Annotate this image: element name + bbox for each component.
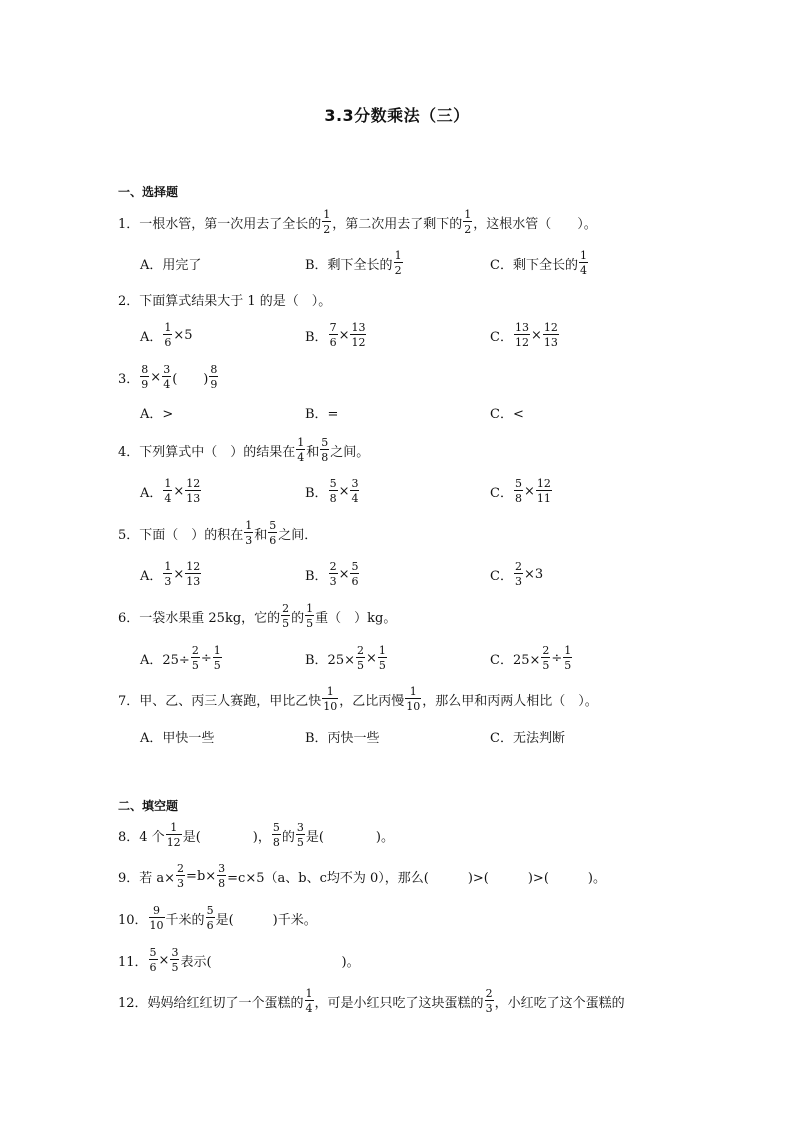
fraction [163,478,172,504]
fraction-denominator: 10 [323,700,338,713]
fraction [320,437,329,463]
fraction [206,905,215,931]
q7-option-b: B．丙快一些 [305,730,380,746]
fraction-denominator: 10 [149,919,164,932]
text-segment: C．25× [490,652,541,668]
fraction [296,822,305,848]
fraction-numerator: 2 [542,644,550,657]
q4-option-c [490,477,553,505]
fraction [514,478,523,504]
fraction-denominator: 4 [164,492,172,505]
fraction [217,863,226,889]
fraction-numerator: 3 [296,821,304,834]
text-segment: 5．下面（ ）的积在 [118,527,244,543]
fraction-denominator: 5 [378,659,386,672]
fraction [322,686,338,712]
fraction-denominator: 6 [269,534,277,547]
question-7 [118,685,598,713]
fraction [514,322,530,348]
text-segment: C． [490,329,513,345]
fraction [163,322,172,348]
fraction [209,364,218,390]
fraction-denominator: 2 [394,264,402,277]
text-segment: ÷ [551,650,563,666]
q6-option-c [490,644,573,672]
question-8 [118,821,394,849]
text-segment: × [530,327,542,343]
fraction [149,947,158,973]
text-segment: A． [140,329,163,345]
text-segment: ×3 [523,566,544,582]
q2-option-c [490,321,560,349]
q6-option-a [140,644,223,672]
fraction-denominator: 4 [163,378,171,391]
fraction-numerator: 5 [206,904,214,917]
fraction [350,561,359,587]
q3-blank: ( ) [172,371,209,387]
fraction-denominator: 5 [296,836,304,849]
fraction-numerator: 5 [351,560,359,573]
fraction-denominator: 3 [177,877,185,890]
text-segment: ，乙比丙慢 [339,693,405,709]
fraction-denominator: 12 [351,336,366,349]
text-segment: 的 [281,829,295,845]
fraction [579,250,588,276]
fraction-denominator: 6 [164,336,172,349]
fraction [329,322,338,348]
fraction-numerator: 1 [164,321,172,334]
question-12 [118,987,625,1015]
fraction-denominator: 13 [186,492,201,505]
text-segment: 是( )千米。 [215,912,317,928]
fraction-numerator: 1 [323,208,331,221]
fraction-numerator: 5 [514,477,522,490]
question-5 [118,519,317,547]
fraction-denominator: 4 [579,264,587,277]
fraction-denominator: 13 [543,336,558,349]
fraction-denominator: 5 [213,659,221,672]
question-1 [118,208,597,236]
fraction [176,863,185,889]
text-segment: 11． [118,954,148,970]
fraction-numerator: 3 [171,946,179,959]
text-segment: B． [305,329,328,345]
q1-text-1: 1．一根水管，第一次用去了全长的 [118,216,322,232]
fraction-numerator: 1 [326,685,334,698]
fraction-numerator: 1 [306,602,314,615]
fraction-denominator: 5 [357,659,364,672]
fraction-numerator: 1 [164,560,172,573]
q1-option-a: A．用完了 [140,257,202,273]
text-segment: 7．甲、乙、丙三人赛跑，甲比乙快 [118,693,322,709]
q1-option-c [490,249,589,277]
text-segment: 是( )。 [305,829,395,845]
fraction [485,988,494,1014]
fraction-numerator: 13 [351,321,366,334]
text-segment: 6．一袋水果重 25kg，它的 [118,610,281,626]
text-segment: 4．下列算式中（ ）的结果在 [118,444,296,460]
fraction-numerator: 1 [464,208,472,221]
text-segment: 8．4 个 [118,829,165,845]
text-segment: 9．若 a× [118,870,176,886]
fraction-denominator: 8 [218,877,226,890]
fraction-denominator: 12 [166,836,181,849]
fraction [149,905,165,931]
fraction [170,947,179,973]
text-segment: 的 [291,610,305,626]
fraction-numerator: 8 [141,363,149,376]
fraction-denominator: 13 [186,575,201,588]
fraction-denominator: 5 [564,659,572,672]
q5-option-b [305,560,360,588]
text-segment: B．25× [305,652,355,668]
fraction-denominator: 8 [514,492,522,505]
fraction-numerator: 5 [321,436,329,449]
fraction-numerator: 12 [536,477,551,490]
text-segment: C． [490,485,513,501]
text-segment: ÷ [200,650,212,666]
fraction-numerator: 7 [329,321,337,334]
text-segment: × [173,566,185,582]
fraction-denominator: 5 [306,617,314,630]
text-segment: C．剩下全长的 [490,257,578,273]
fraction-numerator: 1 [213,644,221,657]
q1-text-3: ，这根水管（ ）。 [473,216,597,232]
fraction-numerator: 1 [579,249,587,262]
fraction-denominator: 3 [329,575,337,588]
fraction-numerator: 2 [485,987,493,1000]
q3-option-a: A．> [140,406,174,422]
text-segment: × [338,327,350,343]
question-3 [118,363,219,391]
question-11 [118,946,360,974]
fraction [378,645,387,671]
fraction [185,478,201,504]
fraction-numerator: 1 [170,821,178,834]
fraction-denominator: 2 [464,223,472,236]
text-segment: ×5 [173,327,193,343]
fraction-denominator: 8 [272,836,280,849]
fraction [356,645,365,671]
text-segment: × [366,650,377,666]
text-segment: A． [140,485,163,501]
question-9 [118,862,606,890]
question-2: 2．下面算式结果大于 1 的是（ ）。 [118,293,332,309]
q5-option-a [140,560,202,588]
fraction-numerator: 5 [272,821,280,834]
fraction-numerator: 2 [329,560,337,573]
fraction-denominator: 3 [245,534,253,547]
fraction-denominator: 11 [536,492,551,505]
text-segment: 千米的 [165,912,205,928]
text-segment: =b× [186,868,217,884]
fraction-numerator: 1 [378,644,386,657]
text-segment: 表示( )。 [180,954,360,970]
fraction [166,822,182,848]
q7-option-a: A．甲快一些 [140,730,215,746]
fraction-numerator: 3 [163,363,171,376]
fraction-denominator: 9 [210,378,218,391]
fraction-denominator: 8 [321,451,329,464]
text-segment: × [173,483,185,499]
text-segment: 之间。 [330,444,370,460]
question-6 [118,602,396,630]
text-segment: C． [490,568,513,584]
page-title: 3.3分数乘法（三） [324,106,470,125]
fraction-denominator: 6 [149,961,157,974]
fraction [543,322,559,348]
fraction [140,364,149,390]
text-segment: B． [305,568,328,584]
fraction-numerator: 5 [329,477,337,490]
fraction-denominator: 6 [329,336,337,349]
fraction [268,520,277,546]
fraction-denominator: 3 [514,575,522,588]
q6-option-b [305,644,388,672]
fraction-denominator: 4 [351,492,359,505]
fraction [163,561,172,587]
fraction-numerator: 2 [282,602,290,615]
q1-fraction-1 [322,209,331,235]
fraction-numerator: 1 [564,644,572,657]
q1-fraction-2 [463,209,472,235]
fraction [350,478,359,504]
text-segment: A． [140,568,163,584]
q3-option-b: B．= [305,406,339,422]
fraction-numerator: 2 [357,644,364,657]
text-segment: ，那么甲和丙两人相比（ ）。 [422,693,598,709]
fraction-denominator: 8 [329,492,337,505]
fraction-denominator: 5 [171,961,179,974]
fraction-numerator: 1 [305,987,313,1000]
q7-option-c: C．无法判断 [490,730,565,746]
fraction [296,437,305,463]
text-segment: A．25÷ [140,652,190,668]
fraction [514,561,523,587]
fraction-numerator: 12 [186,477,201,490]
fraction-numerator: 1 [409,685,417,698]
text-segment: 是( )， [182,829,271,845]
text-segment: ，小红吃了这个蛋糕的 [494,995,625,1011]
section-heading-choice: 一、选择题 [118,185,179,199]
fraction-denominator: 4 [305,1002,313,1015]
fraction-denominator: 2 [323,223,331,236]
fraction [563,645,572,671]
fraction [305,988,314,1014]
fraction [405,686,421,712]
fraction [329,478,338,504]
fraction-denominator: 6 [206,919,214,932]
fraction [281,603,290,629]
question-10 [118,904,317,932]
fraction-numerator: 2 [191,644,199,657]
fraction-numerator: 1 [394,249,402,262]
fraction-numerator: 1 [245,519,253,532]
fraction-numerator: 13 [514,321,529,334]
fraction-numerator: 9 [153,904,161,917]
text-segment: 和 [306,444,320,460]
text-segment: B． [305,485,328,501]
fraction-denominator: 5 [542,659,550,672]
text-segment: =c×5（a、b、c均不为 0），那么( )>( )>( )。 [227,870,606,886]
fraction-denominator: 5 [282,617,290,630]
fraction-numerator: 2 [514,560,522,573]
fraction [162,364,171,390]
fraction [394,250,403,276]
text-segment: 10． [118,912,148,928]
question-4 [118,436,369,464]
fraction-numerator: 12 [186,560,201,573]
text-segment: B．剩下全长的 [305,257,393,273]
fraction [213,645,222,671]
fraction [541,645,550,671]
text-segment: × [338,566,350,582]
q4-option-b [305,477,360,505]
fraction-denominator: 4 [297,451,305,464]
fraction-denominator: 3 [164,575,172,588]
text-segment: ，可是小红只吃了这块蛋糕的 [314,995,484,1011]
fraction [536,478,552,504]
fraction [244,520,253,546]
fraction-numerator: 5 [149,946,157,959]
fraction-denominator: 10 [406,700,421,713]
fraction-numerator: 8 [210,363,218,376]
q1-text-2: ，第二次用去了剩下的 [332,216,463,232]
fraction-denominator: 9 [141,378,149,391]
text-segment: 3． [118,371,140,387]
text-segment: 和 [254,527,268,543]
q3-option-c: C．< [490,406,524,422]
q2-option-b [305,321,367,349]
q4-option-a [140,477,202,505]
fraction-numerator: 3 [218,862,226,875]
fraction-denominator: 12 [514,336,529,349]
text-segment: 之间． [278,527,318,543]
fraction [305,603,314,629]
q5-option-c [490,560,543,588]
fraction-numerator: 5 [269,519,277,532]
text-segment: 重（ ）kg。 [315,610,397,626]
fraction-numerator: 12 [543,321,558,334]
q1-option-b [305,249,404,277]
fraction [329,561,338,587]
text-segment: × [150,369,162,385]
fraction [350,322,366,348]
fraction-denominator: 6 [351,575,359,588]
fraction-denominator: 3 [485,1002,493,1015]
fraction-denominator: 5 [191,659,199,672]
fraction-numerator: 1 [164,477,172,490]
fraction-numerator: 2 [177,862,185,875]
fraction-numerator: 3 [351,477,359,490]
fraction [185,561,201,587]
fraction-numerator: 1 [297,436,305,449]
section-heading-fill-in: 二、填空题 [118,799,179,813]
text-segment: × [158,952,170,968]
text-segment: × [338,483,350,499]
text-segment: 12．妈妈给红红切了一个蛋糕的 [118,995,304,1011]
fraction [191,645,200,671]
q2-option-a [140,321,193,349]
fraction [272,822,281,848]
text-segment: × [523,483,535,499]
